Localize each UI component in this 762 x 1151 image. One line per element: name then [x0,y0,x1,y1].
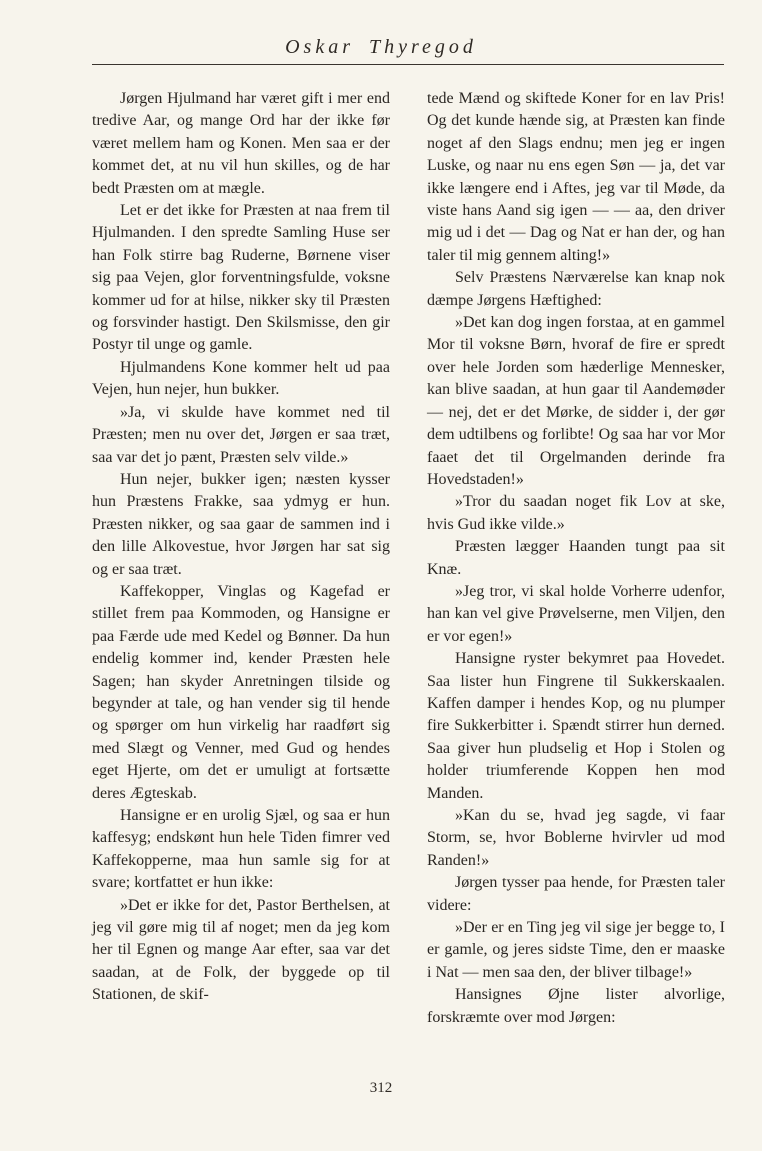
paragraph: »Der er en Ting jeg vil sige jer begge to, I er gamle, og jeres sidste Time, den er maaske i Nat — men saa den, der bliver tilbage!» [427,919,725,981]
paragraph: Jørgen tysser paa hende, for Præsten taler videre: [427,874,725,914]
paragraph: »Ja, vi skulde have kommet ned til Præsten; men nu over det, Jørgen er saa træt, saa var det jo pænt, Præsten selv vilde.» [92,403,390,466]
paragraph: Hansigne ryster bekymret paa Hovedet. Saa lister hun Fingrene til Sukkerskaalen. Kaffen damper i hendes Kop, og nu plumper fire Sukkerbitter i. Spændt stirrer hun derned. Saa giver hun pludselig et Hop i Stolen og holder triumferende Koppen hen mod Manden. [427,650,725,802]
paragraph: Præsten lægger Haanden tungt paa sit Knæ. [427,538,725,578]
paragraph: »Jeg tror, vi skal holde Vorherre udenfor, han kan vel give Prøvelserne, men Viljen, den er vor egen!» [427,582,725,645]
paragraph: Kaffekopper, Vinglas og Kagefad er stillet frem paa Kommoden, og Hansigne er paa Færde ude med Kedel og Bønner. Da hun endelig kommer ind, kender Præsten hele Sagen; han skyder Anretningen tilside og begynder at tale, og han vender sig til hende og spørger om hun virkelig har raadført sig med Slægt og Venner, med Gud og hendes eget Hjerte, om det er umuligt at fortsætte deres Ægteskab. [92,582,390,802]
page-number: 312 [369,1080,393,1096]
paragraph: Let er det ikke for Præsten at naa frem til Hjulmanden. I den spredte Samling Huse ser han Folk stirre bag Ruderne, Børnene viser sig paa Vejen, glor forventningsfulde, voksne kommer ud for at hilse, nikker sky til Præsten og forsvinder hastigt. Den Skilsmisse, den gir Postyr til unge og gamle. [92,202,390,354]
header-rule [92,64,724,65]
paragraph: Hjulmandens Kone kommer helt ud paa Vejen, hun nejer, hun bukker. [92,358,390,399]
paragraph: Hansignes Øjne lister alvorlige, forskræmte over mod Jørgen: [427,986,725,1026]
left-column [92,88,390,1007]
paragraph: »Det kan dog ingen forstaa, at en gammel Mor til voksne Børn, hvoraf de fire er spredt over hele Jorden som hæderlige Mennesker, kan blive saadan, at hun gaar til Aandemøder — nej, det er det Mørke, de sidder i, der gør dem udtilbens og forlibte! Og saa har vor Mor faaet det til Orgelmanden derinde fra Hovedstaden!» [427,314,725,488]
paragraph: Hansigne er en urolig Sjæl, og saa er hun kaffesyg; endskønt hun hele Tiden fimrer ved Kaffekopperne, maa hun samle sig for at svare; kortfattet er hun ikke: [92,807,390,892]
paragraph: »Kan du se, hvad jeg sagde, vi faar Storm, se, hvor Boblerne hvirvler ud mod Randen!» [427,807,725,869]
paragraph: »Det er ikke for det, Pastor Berthelsen, at jeg vil gøre mig til af noget; men da jeg kom her til Egnen og mange Aar efter, saa var det saadan, at de Folk, der byggede op til Stationen, de skif- [92,896,390,1004]
paragraph: Selv Præstens Nærværelse kan knap nok dæmpe Jørgens Hæftighed: [427,269,725,309]
paragraph-continuation: tede Mænd og skiftede Koner for en lav Pris! Og det kunde hænde sig, at Præsten kan finde noget af den Slags endnu; men jeg er ingen Luske, og naar nu ens egen Søn — ja, det var ikke længere end i Aftes, jeg var til Møde, da viste hans Aand sig igen — — aa, den driver mig ud i det — Dag og Nat er han der, og han taler til mig gennem alting!» [427,90,725,264]
paragraph: Jørgen Hjulmand har været gift i mer end tredive Aar, og mange Ord har der ikke før været mellem ham og Konen. Men saa er der kommet det, at nu vil hun skilles, og de har bedt Præsten om at mægle. [92,90,390,197]
right-column [427,88,725,1029]
paragraph: Hun nejer, bukker igen; næsten kysser hun Præstens Frakke, saa ydmyg er hun. Præsten nikker, og saa gaar de sammen ind i den lille Alkovestue, hvor Jørgen har sat sig og er saa træt. [92,470,390,578]
running-head: Oskar Thyregod [285,36,477,58]
paragraph: »Tror du saadan noget fik Lov at ske, hvis Gud ikke vilde.» [427,493,725,533]
